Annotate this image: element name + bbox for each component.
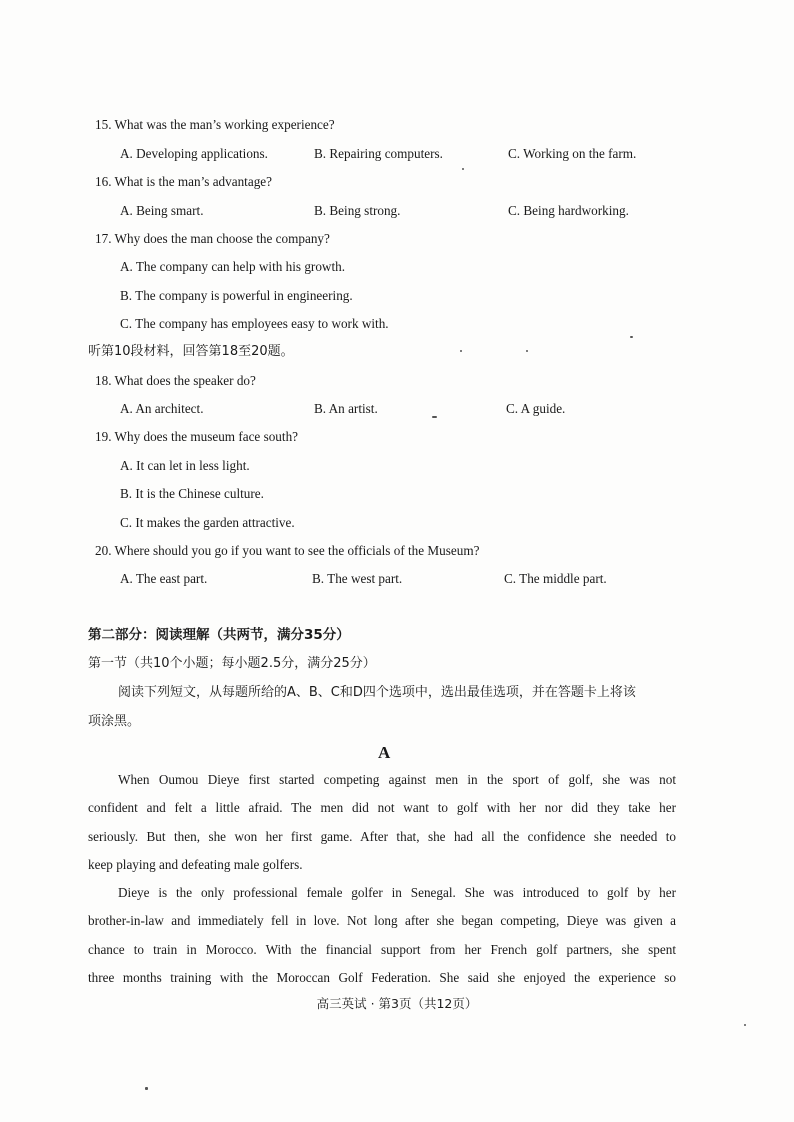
scan-speck	[630, 336, 633, 338]
scan-speck	[145, 1087, 148, 1090]
question-18-option-c: C. A guide.	[506, 401, 566, 416]
passage-paragraph-2	[88, 879, 676, 992]
paragraph-1-line-2: confident and felt a little afraid. The men did not want to golf with her nor did they take her	[88, 800, 676, 816]
directions-line-2: 项涂黑。	[88, 714, 141, 729]
question-16-option-b: B. Being strong.	[314, 203, 401, 218]
scan-speck	[432, 416, 437, 418]
question-17-option-c: C. The company has employees easy to work with.	[120, 316, 389, 331]
paragraph-1-line-3: seriously. But then, she won her first game. After that, she had all the confidence she needed to	[88, 828, 676, 844]
question-19-option-b: B. It is the Chinese culture.	[120, 486, 264, 501]
scan-speck	[526, 350, 528, 352]
question-17-option-a: A. The company can help with his growth.	[120, 259, 345, 274]
question-19-option-c: C. It makes the garden attractive.	[120, 515, 295, 530]
question-17-stem: 17. Why does the man choose the company?	[95, 231, 330, 246]
directions-line-1: 阅读下列短文，从每题所给的A、B、C和D四个选项中，选出最佳选项，并在答题卡上将该	[118, 685, 636, 700]
question-19-stem: 19. Why does the museum face south?	[95, 429, 299, 444]
paragraph-1-line-4: keep playing and defeating male golfers.	[88, 856, 303, 872]
question-15-option-c: C. Working on the farm.	[508, 146, 637, 161]
paragraph-2-line-4: three months training with the Moroccan Golf Federation. She said she enjoyed the experience so	[88, 969, 676, 985]
paragraph-1-line-1: When Oumou Dieye first started competing against men in the sport of golf, she was not	[118, 772, 676, 787]
question-16-stem: 16. What is the man’s advantage?	[95, 174, 273, 189]
scan-speck	[460, 350, 462, 352]
passage-paragraph-1	[88, 766, 676, 879]
paragraph-2-line-3: chance to train in Morocco. With the financial support from her French golf partners, she spent	[88, 941, 676, 957]
section1-title: 第一节（共10个小题；每小题2.5分，满分25分）	[88, 656, 376, 671]
question-18-option-a: A. An architect.	[120, 401, 204, 416]
question-20-option-a: A. The east part.	[120, 571, 208, 586]
question-17-option-b: B. The company is powerful in engineering.	[120, 288, 353, 303]
passage-label: A	[378, 743, 391, 762]
question-20-option-b: B. The west part.	[312, 571, 403, 586]
question-20-option-c: C. The middle part.	[504, 571, 607, 586]
part2-title: 第二部分：阅读理解（共两节，满分35分）	[88, 627, 350, 643]
page-footer: 高三英试 · 第3页（共12页）	[316, 996, 478, 1011]
question-19-option-a: A. It can let in less light.	[120, 458, 250, 473]
question-15-option-a: A. Developing applications.	[120, 146, 268, 161]
question-15-stem: 15. What was the man’s working experience?	[95, 117, 335, 132]
paragraph-2-line-2: brother-in-law and immediately fell in love. Not long after she began competing, Dieye was given a	[88, 913, 676, 929]
question-15-option-b: B. Repairing computers.	[314, 146, 443, 161]
paragraph-2-line-1: Dieye is the only professional female golfer in Senegal. She was introduced to golf by her	[118, 885, 676, 900]
listening-instruction: 听第10段材料，回答第18至20题。	[88, 344, 294, 359]
question-18-stem: 18. What does the speaker do?	[95, 373, 256, 388]
question-18-option-b: B. An artist.	[314, 401, 378, 416]
question-16-option-c: C. Being hardworking.	[508, 203, 629, 218]
scan-speck	[462, 168, 464, 170]
question-16-option-a: A. Being smart.	[120, 203, 204, 218]
question-20-stem: 20. Where should you go if you want to see the officials of the Museum?	[95, 543, 480, 558]
scan-speck	[744, 1024, 746, 1026]
